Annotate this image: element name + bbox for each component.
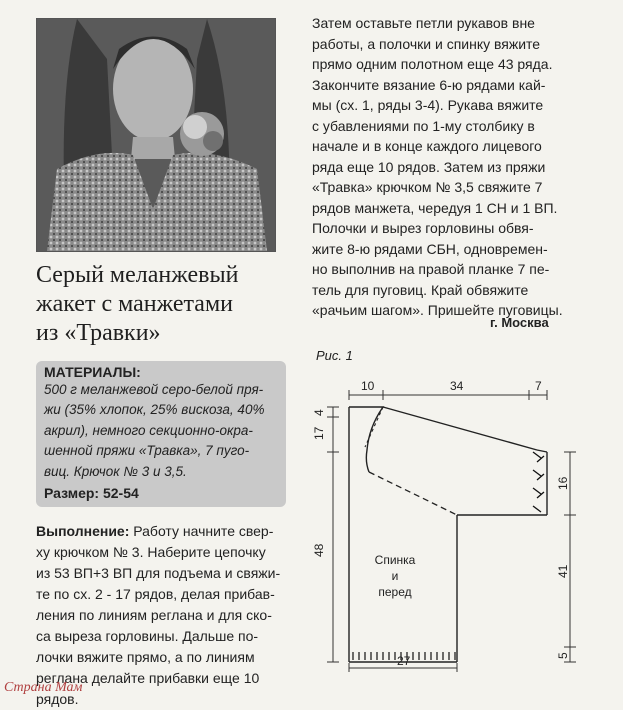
text-line: работы, а полочки и спинку вяжите bbox=[312, 35, 541, 52]
dim-left-label: 48 bbox=[312, 543, 326, 557]
execution-line: реглана делайте прибавки еще 10 bbox=[36, 670, 260, 686]
dim-top-label: 7 bbox=[535, 379, 542, 393]
center-label: перед bbox=[378, 585, 412, 599]
city-signature: г. Москва bbox=[490, 315, 549, 330]
execution-line: те по сх. 2 - 17 рядов, делая прибав- bbox=[36, 586, 275, 602]
dim-top-label: 10 bbox=[361, 379, 375, 393]
dim-left-label: 41 bbox=[556, 564, 570, 578]
text-line: мы (сх. 1, ряды 3-4). Рукава вяжите bbox=[312, 97, 544, 113]
execution-line: са выреза горловины. Дальше по- bbox=[36, 628, 259, 644]
dim-top-label: 34 bbox=[450, 379, 464, 393]
execution-line: из 53 ВП+3 ВП для подъема и свяжи- bbox=[36, 565, 281, 581]
article-title bbox=[36, 261, 306, 348]
text-line: начале и в конце каждого лицевого bbox=[312, 138, 542, 154]
figure-label: Рис. 1 bbox=[316, 348, 353, 363]
cuff-hatch bbox=[533, 452, 544, 512]
title-line: Серый меланжевый bbox=[36, 262, 239, 288]
pattern-diagram bbox=[305, 372, 595, 672]
text-line: с убавлениями по 1-му столбику в bbox=[312, 117, 535, 134]
materials-line: жи (35% хлопок, 25% вискоза, 40% bbox=[44, 402, 265, 417]
dim-left-label: 4 bbox=[312, 409, 326, 416]
materials-heading: МАТЕРИАЛЫ: bbox=[44, 364, 141, 380]
materials-line: 500 г меланжевой серо-белой пря- bbox=[44, 382, 264, 397]
size-label: Размер: 52-54 bbox=[44, 485, 139, 501]
dim-bottom-label: 27 bbox=[397, 654, 411, 668]
watermark: Страна Мам bbox=[4, 680, 83, 695]
center-label: и bbox=[391, 569, 399, 583]
dim-left-label: 5 bbox=[556, 652, 570, 659]
text-line: рядов манжета, чередуя 1 СН и 1 ВП. bbox=[312, 199, 558, 216]
execution-lead: Выполнение: bbox=[36, 523, 130, 539]
text-line: прямо одним полотном еще 43 ряда. bbox=[312, 56, 553, 72]
neckline-guide bbox=[365, 407, 383, 447]
text-line: «рачьим шагом». Пришейте пуговицы. bbox=[312, 302, 563, 318]
title-line: из «Травки» bbox=[36, 320, 161, 346]
text-line: Полочки и вырез горловины обвя- bbox=[312, 220, 534, 236]
execution-line: ху крючком № 3. Наберите цепочку bbox=[36, 544, 266, 560]
text-line: ряда еще 10 рядов. Затем из пряжи bbox=[312, 158, 546, 175]
title-line: жакет с манжетами bbox=[36, 291, 233, 317]
text-line: жите 8-ю рядами СБН, одновремен- bbox=[312, 240, 548, 257]
garment-outline bbox=[349, 407, 547, 662]
continuation-text bbox=[312, 13, 574, 321]
text-line: но выполнив на правой планке 7 пе- bbox=[312, 261, 550, 277]
materials-line: акрил), немного секционно-окра- bbox=[44, 423, 253, 438]
text-line: Затем оставьте петли рукавов вне bbox=[312, 15, 535, 31]
model-photo bbox=[36, 18, 276, 252]
center-label: Спинка bbox=[374, 553, 416, 567]
text-line: Закончите вязание 6-ю рядами кай- bbox=[312, 76, 546, 93]
raglan-line bbox=[369, 472, 457, 515]
execution-line: ления по линиям реглана и для ско- bbox=[36, 607, 272, 623]
model-photo-illustration bbox=[37, 19, 275, 251]
materials-box bbox=[36, 361, 286, 507]
materials-line: шенной пряжи «Травка», 7 пуго- bbox=[44, 443, 250, 458]
dim-left-label: 17 bbox=[312, 426, 326, 440]
text-line: тель для пуговиц. Край обвяжите bbox=[312, 281, 529, 298]
text-line: «Травка» крючком № 3,5 свяжите 7 bbox=[312, 179, 543, 195]
execution-line: рядов. bbox=[36, 691, 79, 707]
execution-line: лочки вяжите прямо, а по линиям bbox=[36, 649, 255, 665]
execution-line: Работу начните свер- bbox=[129, 523, 274, 539]
dim-right-label: 16 bbox=[556, 476, 570, 490]
materials-line: виц. Крючок № 3 и 3,5. bbox=[44, 464, 187, 479]
